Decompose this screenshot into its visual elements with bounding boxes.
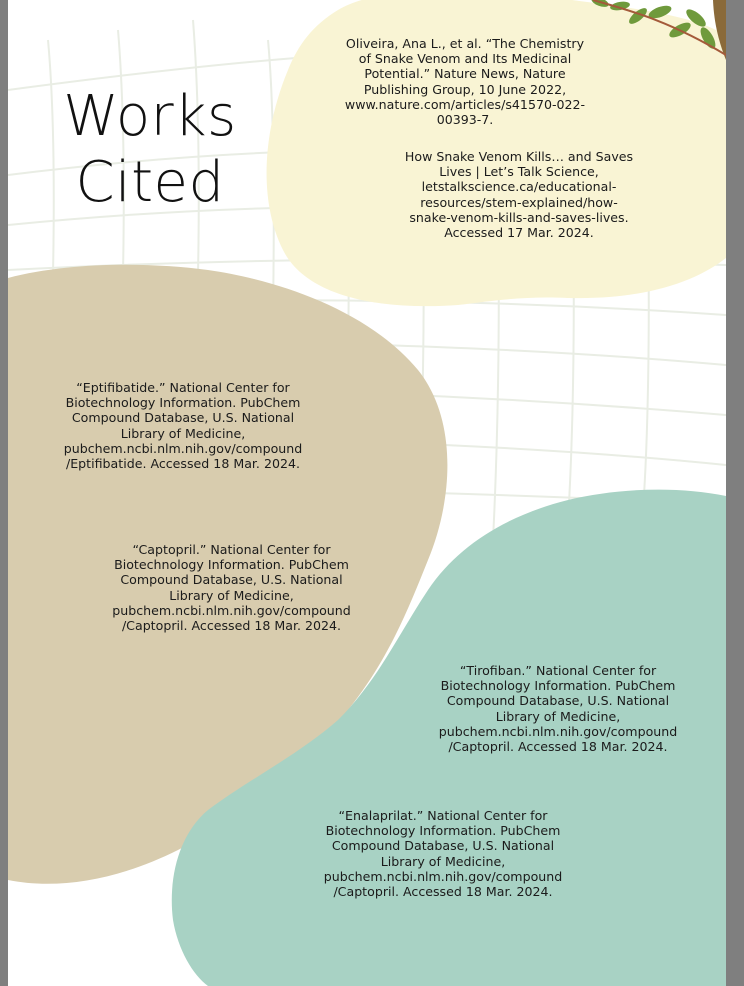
- title-line-2: Cited: [75, 150, 225, 215]
- citation-captopril: “Captopril.” National Center for Biotechnology Information. PubChem Compound Database, U.S. National Library of Medicine, pubchem.ncbi.nlm.nih.gov/compound /Captopril. Accessed 18 Mar. 2024.: [112, 542, 351, 634]
- citation-tirofiban: “Tirofiban.” National Center for Biotechnology Information. PubChem Compound Database, U.S. National Library of Medicine, pubchem.ncbi.nlm.nih.gov/compound /Captopril. Accessed 18 Mar. 2024.: [438, 663, 678, 755]
- citation-enalaprilat: “Enalaprilat.” National Center for Biotechnology Information. PubChem Compound Database, U.S. National Library of Medicine, pubchem.ncbi.nlm.nih.gov/compound /Captopril. Accessed 18 Mar. 2024.: [323, 808, 563, 900]
- page-title: [50, 84, 250, 216]
- citation-oliveira: Oliveira, Ana L., et al. “The Chemistry of Snake Venom and Its Medicinal Potential.” Nature News, Nature Publishing Group, 10 June 2022, www.nature.com/articles/s41570-022- 00393-7.: [344, 36, 586, 128]
- citation-letstalkscience: How Snake Venom Kills… and Saves Lives | Let’s Talk Science, letstalkscience.ca/educational- resources/stem-explained/how- snake-venom-kills-and-saves-lives. Accessed 17 Mar. 2024.: [404, 149, 634, 241]
- citation-eptifibatide: “Eptifibatide.” National Center for Biotechnology Information. PubChem Compound Database, U.S. National Library of Medicine, pubchem.ncbi.nlm.nih.gov/compound /Eptifibatide. Accessed 18 Mar. 2024.: [63, 380, 303, 472]
- document-page: [8, 0, 726, 986]
- title-line-1: Works: [63, 84, 237, 149]
